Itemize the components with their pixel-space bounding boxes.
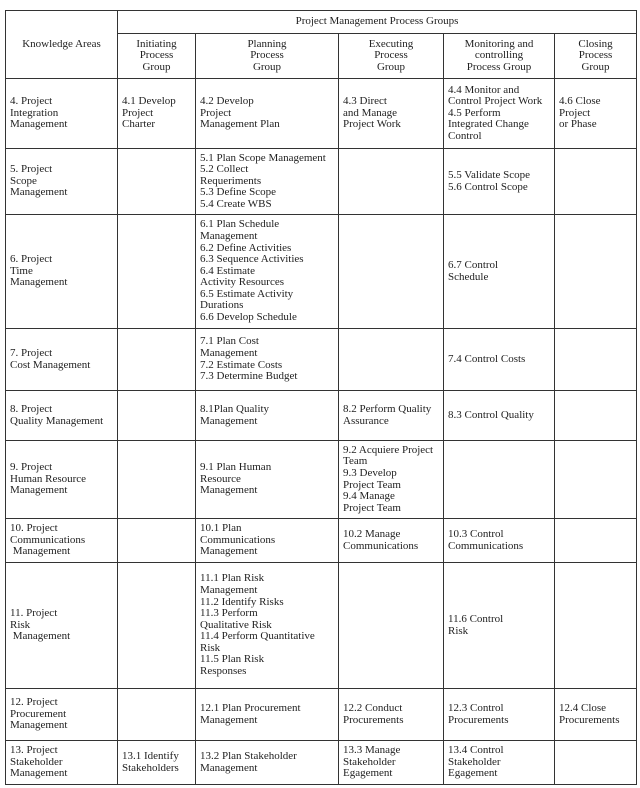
table-row <box>6 689 637 741</box>
knowledge-area-line: Cost Management <box>10 358 91 371</box>
process-cell-planning <box>196 689 339 741</box>
process-cell-initiating <box>118 391 196 441</box>
process-cell-initiating <box>118 79 196 149</box>
process-cell-monitoring-controlling <box>444 441 555 519</box>
process-cell-monitoring-controlling <box>444 329 555 391</box>
process-line: Control Project Work <box>448 95 543 108</box>
process-line: Responses <box>200 665 247 678</box>
process-line: Management <box>200 761 258 774</box>
knowledge-area-cell <box>6 149 118 215</box>
process-cell-closing <box>555 563 637 689</box>
process-line: Project <box>122 106 154 119</box>
process-line: 9.2 Acquiere Project <box>343 443 434 456</box>
group-header-line: Group <box>376 60 406 73</box>
process-cell-initiating <box>118 441 196 519</box>
process-line: Stakeholders <box>122 761 179 774</box>
process-line: Management <box>200 346 258 359</box>
process-cell-initiating <box>118 329 196 391</box>
process-cell-executing <box>339 519 444 563</box>
process-cell-executing <box>339 329 444 391</box>
process-cell-executing <box>339 689 444 741</box>
process-line: Durations <box>200 299 244 312</box>
group-header-monitoring-controlling <box>444 34 555 79</box>
group-header-line: Process <box>374 49 408 62</box>
knowledge-area-line: Integration <box>10 106 59 119</box>
process-line: 9.3 Develop <box>343 466 397 479</box>
process-line: Project Team <box>343 501 401 514</box>
process-cell-executing <box>339 215 444 329</box>
process-line: 4.1 Develop <box>122 95 176 108</box>
process-line: Stakeholder <box>448 755 501 768</box>
table-row <box>6 79 637 149</box>
process-line: 4.6 Close <box>559 95 601 108</box>
table-row <box>6 149 637 215</box>
table-row <box>6 563 637 689</box>
process-line: 12.1 Plan Procurement <box>200 701 301 714</box>
process-line: Assurance <box>343 414 389 427</box>
knowledge-area-line: Scope <box>10 174 37 187</box>
process-line: 10.2 Manage <box>343 527 401 540</box>
knowledge-area-cell <box>6 391 118 441</box>
process-line: Resource <box>200 472 241 485</box>
group-header-line: Process <box>139 49 174 62</box>
process-cell-initiating <box>118 563 196 689</box>
process-line: 6.7 Control <box>448 258 499 271</box>
table-row <box>6 391 637 441</box>
knowledge-area-line: Time <box>10 264 33 277</box>
process-groups-header: Project Management Process Groups <box>118 11 637 34</box>
process-line: 5.1 Plan Scope Management <box>200 151 326 164</box>
process-cell-planning <box>196 79 339 149</box>
process-cell-planning <box>196 391 339 441</box>
process-line: Charter <box>122 118 155 131</box>
process-cell-executing <box>339 563 444 689</box>
knowledge-area-line: 9. Project <box>10 461 53 474</box>
process-line: Management <box>200 484 258 497</box>
process-cell-initiating <box>118 215 196 329</box>
table-row <box>6 519 637 563</box>
group-header-closing <box>555 34 637 79</box>
process-line: 6.6 Develop Schedule <box>200 311 297 324</box>
process-line: 6.4 Estimate <box>200 264 255 277</box>
knowledge-area-cell <box>6 741 118 785</box>
process-line: 11.5 Plan Risk <box>200 653 265 666</box>
table-row <box>6 741 637 785</box>
knowledge-area-cell <box>6 563 118 689</box>
knowledge-area-line: 7. Project <box>10 346 53 359</box>
process-cell-closing <box>555 391 637 441</box>
process-line: Project Work <box>343 118 401 131</box>
knowledge-area-line: Human Resource <box>10 472 87 485</box>
knowledge-area-line: Management <box>10 186 68 199</box>
process-cell-monitoring-controlling <box>444 391 555 441</box>
process-cell-monitoring-controlling <box>444 741 555 785</box>
knowledge-areas-header: Knowledge Areas <box>6 11 118 79</box>
process-line: 8.2 Perform Quality <box>343 402 432 415</box>
group-header-line: Initiating <box>136 37 177 50</box>
process-cell-closing <box>555 519 637 563</box>
process-cell-monitoring-controlling <box>444 689 555 741</box>
process-line: Management Plan <box>200 118 280 131</box>
group-header-line: Process <box>250 49 284 62</box>
process-cell-monitoring-controlling <box>444 79 555 149</box>
process-line: Egagement <box>448 767 498 780</box>
knowledge-area-line: Management <box>10 767 68 780</box>
knowledge-area-line: Management <box>10 630 71 643</box>
process-line: 5.3 Define Scope <box>200 186 277 199</box>
process-line: Procurements <box>343 713 404 726</box>
knowledge-area-line: 13. Project <box>10 744 58 757</box>
process-line: Communications <box>343 539 419 552</box>
group-header-line: Planning <box>247 37 287 50</box>
process-line: Activity Resources <box>200 276 285 289</box>
process-cell-executing <box>339 441 444 519</box>
group-header-executing <box>339 34 444 79</box>
process-cell-closing <box>555 215 637 329</box>
knowledge-area-line: 12. Project <box>10 696 58 709</box>
knowledge-area-cell <box>6 441 118 519</box>
process-line: 6.5 Estimate Activity <box>200 287 294 300</box>
process-line: Team <box>343 455 368 468</box>
process-line: 5.2 Collect <box>200 163 249 176</box>
process-line: 8.1Plan Quality <box>200 402 270 415</box>
process-line: 8.3 Control Quality <box>448 408 534 421</box>
table-row <box>6 215 637 329</box>
knowledge-area-cell <box>6 329 118 391</box>
knowledge-area-line: Management <box>10 118 68 131</box>
knowledge-area-line: Management <box>10 276 68 289</box>
process-line: 12.3 Control <box>448 701 504 714</box>
process-cell-executing <box>339 79 444 149</box>
process-line: Management <box>200 545 258 558</box>
process-line: 5.5 Validate Scope <box>448 168 530 181</box>
process-line: Management <box>200 414 258 427</box>
process-line: 12.4 Close <box>559 701 607 714</box>
process-cell-closing <box>555 149 637 215</box>
process-cell-closing <box>555 329 637 391</box>
knowledge-area-line: Procurement <box>10 707 67 720</box>
process-line: 5.4 Create WBS <box>200 197 272 210</box>
process-line: 4.5 Perform <box>448 106 501 119</box>
knowledge-area-cell <box>6 79 118 149</box>
process-line: or Phase <box>559 118 597 131</box>
process-line: Requeriments <box>200 174 262 187</box>
process-cell-initiating <box>118 149 196 215</box>
process-groups-table <box>5 10 637 785</box>
group-header-line: controlling <box>474 49 524 62</box>
knowledge-area-line: 8. Project <box>10 402 53 415</box>
process-line: 6.2 Define Activities <box>200 241 292 254</box>
process-line: 4.4 Monitor and <box>448 83 520 96</box>
process-line: Management <box>200 229 258 242</box>
process-line: 5.6 Control Scope <box>448 180 528 193</box>
knowledge-area-line: Quality Management <box>10 414 104 427</box>
process-line: Management <box>200 583 258 596</box>
process-line: 12.2 Conduct <box>343 701 403 714</box>
knowledge-area-line: Management <box>10 484 68 497</box>
group-header-line: Group <box>142 60 171 73</box>
knowledge-area-line: 5. Project <box>10 163 53 176</box>
process-line: Schedule <box>448 270 489 283</box>
process-cell-closing <box>555 79 637 149</box>
process-cell-monitoring-controlling <box>444 519 555 563</box>
knowledge-area-line: 10. Project <box>10 522 58 535</box>
knowledge-area-line: Management <box>10 545 71 558</box>
process-line: 11.2 Identify Risks <box>200 595 284 608</box>
process-cell-monitoring-controlling <box>444 149 555 215</box>
group-header-line: Group <box>581 60 610 73</box>
process-cell-planning <box>196 149 339 215</box>
process-line: 13.1 Identify <box>122 749 179 762</box>
process-cell-planning <box>196 329 339 391</box>
group-header-line: Process <box>578 49 613 62</box>
knowledge-area-line: 11. Project <box>10 607 58 620</box>
group-header-line: Group <box>252 60 282 73</box>
group-header-line: Monitoring and <box>464 37 534 50</box>
knowledge-area-line: Stakeholder <box>10 755 63 768</box>
knowledge-area-cell <box>6 215 118 329</box>
process-line: Risk <box>200 641 221 654</box>
process-cell-planning <box>196 741 339 785</box>
process-line: 4.2 Develop <box>200 95 254 108</box>
process-cell-monitoring-controlling <box>444 215 555 329</box>
process-line: 7.2 Estimate Costs <box>200 358 283 371</box>
process-line: 7.3 Determine Budget <box>200 370 298 383</box>
knowledge-area-cell <box>6 519 118 563</box>
process-line: Project <box>200 106 232 119</box>
process-line: 10.3 Control <box>448 527 504 540</box>
process-line: 11.1 Plan Risk <box>200 572 265 585</box>
process-line: 7.1 Plan Cost <box>200 335 259 348</box>
process-line: Procurements <box>559 713 620 726</box>
process-line: Management <box>200 713 258 726</box>
process-line: 11.6 Control <box>448 612 504 625</box>
process-line: 13.3 Manage <box>343 744 401 757</box>
table-row <box>6 441 637 519</box>
process-cell-planning <box>196 563 339 689</box>
process-line: 4.3 Direct <box>343 95 387 108</box>
knowledge-area-line: Management <box>10 719 68 732</box>
process-line: Project Team <box>343 478 401 491</box>
group-header-line: Closing <box>578 37 613 50</box>
process-line: 13.4 Control <box>448 744 504 757</box>
process-cell-executing <box>339 149 444 215</box>
process-cell-initiating <box>118 519 196 563</box>
process-line: 7.4 Control Costs <box>448 352 526 365</box>
process-line: Integrated Change <box>448 118 529 131</box>
process-cell-closing <box>555 441 637 519</box>
group-header-initiating <box>118 34 196 79</box>
process-cell-closing <box>555 741 637 785</box>
process-cell-closing <box>555 689 637 741</box>
process-cell-initiating <box>118 741 196 785</box>
process-line: and Manage <box>343 106 398 119</box>
process-cell-planning <box>196 215 339 329</box>
process-line: 11.3 Perform <box>200 607 258 620</box>
process-line: Egagement <box>343 767 393 780</box>
process-cell-planning <box>196 441 339 519</box>
process-line: 13.2 Plan Stakeholder <box>200 749 297 762</box>
knowledge-area-line: Risk <box>10 618 31 631</box>
process-line: 6.1 Plan Schedule <box>200 218 280 231</box>
process-line: Communications <box>200 533 276 546</box>
process-cell-monitoring-controlling <box>444 563 555 689</box>
process-line: Project <box>559 106 591 119</box>
process-line: Control <box>448 129 482 142</box>
knowledge-area-line: Communications <box>10 533 86 546</box>
process-cell-planning <box>196 519 339 563</box>
process-line: Procurements <box>448 713 509 726</box>
process-line: 9.1 Plan Human <box>200 461 272 474</box>
process-line: Risk <box>448 624 469 637</box>
group-header-line: Executing <box>368 37 414 50</box>
knowledge-area-cell <box>6 689 118 741</box>
process-line: Stakeholder <box>343 755 396 768</box>
process-line: 10.1 Plan <box>200 522 242 535</box>
process-cell-initiating <box>118 689 196 741</box>
process-line: 11.4 Perform Quantitative <box>200 630 315 643</box>
table-row <box>6 329 637 391</box>
process-cell-executing <box>339 741 444 785</box>
process-line: 6.3 Sequence Activities <box>200 253 304 266</box>
process-line: Qualitative Risk <box>200 618 272 631</box>
group-header-line: Process Group <box>466 60 532 73</box>
process-line: Communications <box>448 539 524 552</box>
process-line: 9.4 Manage <box>343 490 395 503</box>
knowledge-area-line: 6. Project <box>10 253 53 266</box>
knowledge-area-line: 4. Project <box>10 95 53 108</box>
group-header-planning <box>196 34 339 79</box>
process-cell-executing <box>339 391 444 441</box>
